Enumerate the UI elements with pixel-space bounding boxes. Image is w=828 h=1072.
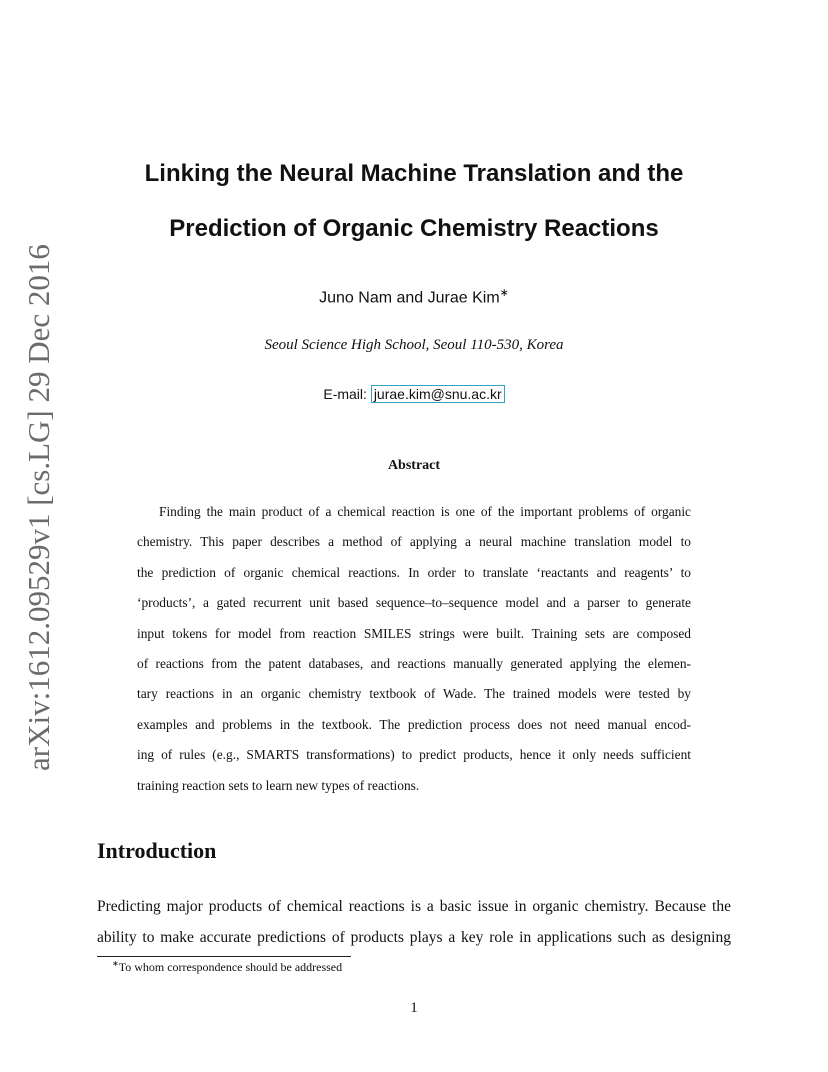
abstract-line: of reactions from the patent databases, and reactions manually generated applying the elemen-	[137, 655, 691, 671]
abstract-body	[137, 497, 691, 801]
affiliation: Seoul Science High School, Seoul 110-530, Korea	[264, 337, 564, 353]
intro-line: ability to make accurate predictions of products plays a key role in applications such as designing	[97, 929, 731, 946]
footnote-text: To whom correspondence should be addressed	[118, 960, 343, 974]
abstract-line: ing of rules (e.g., SMARTS transformations) to predict products, hence it only needs sufficient	[137, 747, 691, 763]
introduction-body	[97, 891, 731, 953]
footnote-rule	[97, 956, 351, 957]
abstract-heading: Abstract	[387, 458, 441, 473]
section-heading-introduction: Introduction	[97, 838, 217, 863]
title-line-2: Prediction of Organic Chemistry Reactions	[169, 215, 659, 242]
intro-line: Predicting major products of chemical reactions is a basic issue in organic chemistry. Because the	[97, 898, 731, 915]
abstract-line: tary reactions in an organic chemistry textbook of Wade. The trained models were tested by	[137, 686, 691, 702]
author-names: Juno Nam and Jurae Kim	[319, 289, 500, 307]
abstract-line: training reaction sets to learn new types of reactions.	[137, 777, 420, 793]
page-number: 1	[410, 1000, 418, 1016]
abstract-line: input tokens for model from reaction SMILES strings were built. Training sets are composed	[137, 625, 691, 641]
email-link[interactable]: jurae.kim@snu.ac.kr	[371, 385, 505, 403]
abstract-line: ‘products’, a gated recurrent unit based sequence–to–sequence model and a parser to generate	[137, 595, 691, 611]
authors	[0, 286, 828, 307]
title-line-1: Linking the Neural Machine Translation and the	[144, 160, 684, 187]
author-footnote-mark: ∗	[499, 287, 509, 299]
footnote	[112, 959, 342, 975]
abstract-line: examples and problems in the textbook. The prediction process does not need manual encod-	[137, 716, 691, 732]
footnote-mark: ∗	[112, 959, 119, 968]
abstract-line: the prediction of organic chemical reactions. In order to translate ‘reactants and reagents’ to	[137, 564, 691, 580]
abstract-line: chemistry. This paper describes a method of applying a neural machine translation model to	[137, 534, 691, 550]
abstract-line: Finding the main product of a chemical reaction is one of the important problems of organic	[159, 504, 691, 519]
email-label: E-mail:	[323, 386, 371, 402]
email-line	[0, 386, 828, 402]
arxiv-identifier: arXiv:1612.09529v1 [cs.LG] 29 Dec 2016	[21, 244, 56, 771]
